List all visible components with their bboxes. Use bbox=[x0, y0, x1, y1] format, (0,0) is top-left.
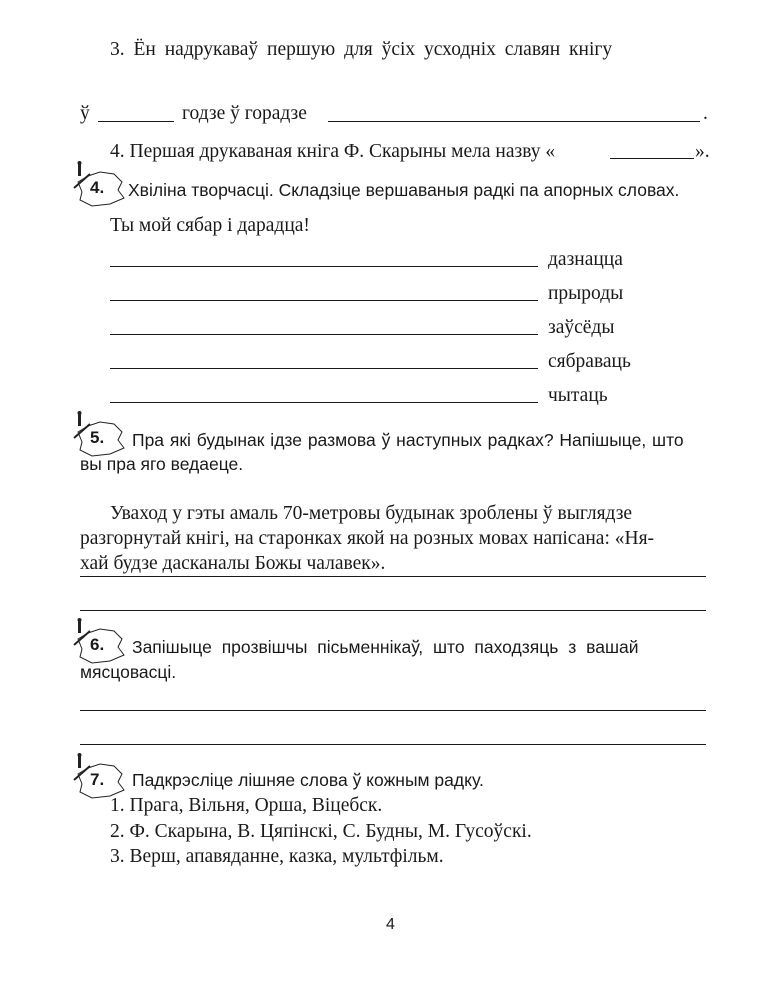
poem-blank-4[interactable] bbox=[110, 368, 538, 369]
task-number: 5. bbox=[90, 428, 105, 447]
rhyme-word: дазнацца bbox=[548, 249, 623, 270]
paragraph-line: разгорнутай кнігі, на старонках якой на розных мовах напісана: «Ня- bbox=[80, 528, 655, 549]
paragraph-line: Уваход у гэты амаль 70-метровы будынак зроблены ў выглядзе bbox=[110, 503, 633, 524]
poem-first-line: Ты мой сябар і дарадца! bbox=[110, 215, 310, 236]
task-badge-4 bbox=[70, 160, 130, 208]
poem-blank-1[interactable] bbox=[110, 266, 538, 267]
task-number: 4. bbox=[90, 178, 105, 197]
poem-blank-5[interactable] bbox=[110, 402, 538, 403]
task-badge-7 bbox=[70, 752, 130, 800]
period: . bbox=[703, 103, 708, 124]
item4-text: 4. Першая друкаваная кніга Ф. Скарыны мела назву « bbox=[110, 141, 556, 162]
task4-title: Хвіліна творчасці. Складзіце вершаваныя радкі па апорных словах. bbox=[128, 180, 680, 200]
answer-line[interactable] bbox=[80, 576, 706, 577]
task-number: 7. bbox=[90, 770, 105, 789]
task-badge-5 bbox=[70, 410, 130, 458]
item3-text-city: годзе ў горадзе bbox=[182, 103, 307, 124]
poem-blank-3[interactable] bbox=[110, 334, 538, 335]
task-number: 6. bbox=[90, 635, 105, 654]
answer-line[interactable] bbox=[80, 710, 706, 711]
task5-title: Пра які будынак ідзе размова ў наступных радках? Напішыце, што bbox=[132, 430, 684, 450]
task6-title: Запішыце прозвішчы пісьменнікаў, што паходзяць з вашай bbox=[132, 637, 639, 657]
answer-line[interactable] bbox=[80, 610, 706, 611]
answer-line[interactable] bbox=[80, 744, 706, 745]
task5-title-cont: вы пра яго ведаеце. bbox=[80, 454, 244, 474]
word-row: 2. Ф. Скарына, В. Цяпінскі, С. Будны, М. Гусоўскі. bbox=[110, 821, 532, 842]
task7-title: Падкрэсліце лішняе слова ў кожным радку. bbox=[132, 770, 484, 790]
word-row: 3. Верш, апавяданне, казка, мультфільм. bbox=[110, 846, 444, 867]
task6-title-cont: мясцовасці. bbox=[80, 662, 177, 682]
city-blank[interactable] bbox=[328, 121, 700, 122]
page-number: 4 bbox=[386, 916, 395, 933]
item3-text: ў bbox=[80, 103, 90, 124]
word-row: 1. Прага, Вільня, Орша, Віцебск. bbox=[110, 795, 383, 816]
paragraph-line: хай будзе дасканалы Божы чалавек». bbox=[80, 553, 386, 574]
book-title-blank[interactable] bbox=[610, 158, 694, 159]
rhyme-word: сябраваць bbox=[548, 351, 631, 372]
rhyme-word: прыроды bbox=[548, 283, 624, 304]
task-badge-6 bbox=[70, 617, 130, 665]
poem-blank-2[interactable] bbox=[110, 300, 538, 301]
year-blank[interactable] bbox=[98, 121, 174, 122]
rhyme-word: заўсёды bbox=[548, 317, 615, 338]
rhyme-word: чытаць bbox=[548, 385, 608, 406]
item3-line1: 3. Ён надрукаваў першую для ўсіх усходніх славян кнігу bbox=[110, 39, 613, 60]
quote-end: ». bbox=[695, 141, 710, 162]
